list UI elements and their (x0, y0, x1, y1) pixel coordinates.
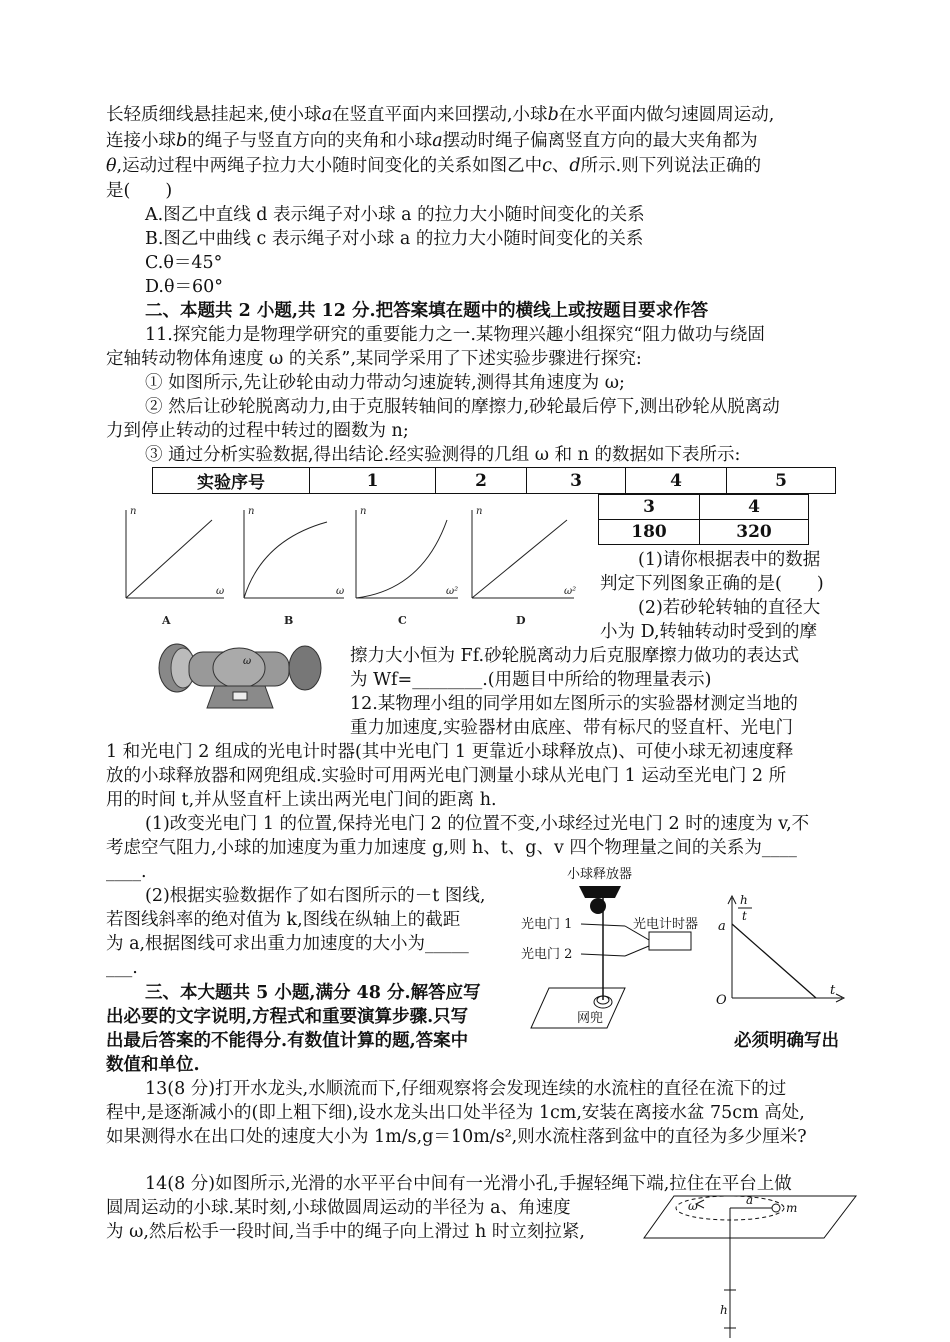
fig-timer-label: 光电计时器 (633, 917, 699, 932)
graph-b-curve (244, 522, 327, 598)
q11-part2-a: (2)若砂轮转轴的直径大 (638, 598, 821, 618)
q12-part2-c: 为 a,根据图线可求出重力加速度的大小为_____ (106, 934, 469, 954)
fig-release-label: 小球释放器 (567, 867, 633, 882)
q12-part2-a: (2)根据实验数据作了如右图所示的－t 图线, (145, 886, 486, 906)
section-3-line-4: 数值和单位. (106, 1055, 200, 1075)
q11-part2-b: 小为 D,转轴转动时受到的摩 (600, 622, 818, 642)
fig-omega-label: ω (688, 1199, 698, 1213)
table-cell: 3 (599, 495, 700, 520)
graph-a-intercept-label: a (718, 919, 726, 934)
fig-a-label: a (746, 1193, 754, 1207)
table-header-cell: 4 (626, 468, 727, 494)
table-header-cell: 3 (527, 468, 626, 494)
q10-option-d: D.θ＝60° (145, 277, 224, 297)
q11-step-2a: ② 然后让砂轮脱离动力,由于克服转轴间的摩擦力,砂轮最后停下,测出砂轮从脱离动 (145, 397, 780, 417)
q11-line-1: 11.探究能力是物理学研究的重要能力之一.某物理兴趣小组探究“阻力做功与绕固 (145, 325, 765, 345)
q13-line-3: 如果测得水在出口处的速度大小为 1m/s,g＝10m/s²,则水流柱落到盆中的直径为多少厘米? (106, 1127, 807, 1147)
q12-part2-d: ___. (106, 958, 138, 978)
graph-a-label: A (162, 614, 171, 627)
q12-apparatus-figure (515, 862, 715, 1042)
q14-platform-figure (640, 1188, 870, 1338)
table-cell: 4 (700, 495, 809, 520)
grinder-omega-label: ω (243, 656, 252, 667)
q12-line-2: 重力加速度,实验器材由底座、带有标尺的竖直杆、光电门 (350, 718, 794, 738)
table-header-cell: 5 (727, 468, 836, 494)
q14-line-2: 圆周运动的小球.某时刻,小球做圆周运动的半径为 a、角速度 (106, 1198, 571, 1218)
table-header-cell: 2 (436, 468, 527, 494)
table-cell: 180 (599, 520, 700, 545)
graph-t-denom-label: t (742, 909, 747, 923)
fig-m-label: m (786, 1201, 798, 1215)
q12-part1-a: (1)改变光电门 1 的位置,保持光电门 2 的位置不变,小球经过光电门 2 时的速度为 v,不 (145, 814, 810, 834)
grinder-illustration (155, 638, 335, 712)
section-3-line-2: 出必要的文字说明,方程式和重要演算步骤.只写 (106, 1007, 469, 1027)
section-2-title: 二、本题共 2 小题,共 12 分.把答案填在题中的横线上或按题目要求作答 (145, 301, 709, 321)
graph-h-label: h (740, 893, 748, 907)
graph-b-w-label: ω (336, 586, 345, 597)
graph-a-w-label: ω (216, 586, 225, 597)
q11-part1-a: (1)请你根据表中的数据 (638, 550, 821, 570)
q12-part2-b: 若图线斜率的绝对值为 k,图线在纵轴上的截距 (106, 910, 461, 930)
data-table-header (152, 467, 836, 494)
graph-c-curve (356, 520, 447, 598)
q12-part1-c: ____. (106, 862, 147, 882)
q11-part2-d: 为 Wf=________.(用题目中所给的物理量表示) (350, 670, 712, 690)
q11-part2-c: 擦力大小恒为 Ff.砂轮脱离动力后克服摩擦力做功的表达式 (350, 646, 800, 666)
graph-d-label: D (516, 614, 526, 627)
q10-option-c: C.θ＝45° (145, 253, 223, 273)
q12-line-1: 12.某物理小组的同学用如左图所示的实验器材测定当地的 (350, 694, 798, 714)
graph-a-n-label: n (130, 506, 137, 517)
q10-option-a: A.图乙中直线 d 表示绳子对小球 a 的拉力大小随时间变化的关系 (145, 205, 645, 225)
table-header-cell: 1 (310, 468, 436, 494)
q10-line-1: 长轻质细线悬挂起来,使小球a在竖直平面内来回摆动,小球b在水平面内做匀速圆周运动, (106, 105, 775, 125)
graph-b-label: B (284, 614, 294, 627)
q10-line-3: θ,运动过程中两绳子拉力大小随时间变化的关系如图乙中c、d所示.则下列说法正确的 (106, 156, 762, 176)
q12-line-4: 放的小球释放器和网兜组成.实验时可用两光电门测量小球从光电门 1 运动至光电门 2 所 (106, 766, 787, 786)
fig-net-label: 网兜 (577, 1011, 604, 1026)
graph-t-axis-label: t (830, 983, 836, 998)
q10-line-2: 连接小球b的绳子与竖直方向的夹角和小球a摆动时绳子偏离竖直方向的最大夹角都为 (106, 131, 758, 151)
q12-ht-graph (712, 890, 852, 1010)
q11-step-2b: 力到停止转动的过程中转过的圈数为 n; (106, 421, 409, 441)
section-3-line-3: 出最后答案的不能得分.有数值计算的题,答案中 (106, 1031, 469, 1051)
graph-origin-label: O (716, 993, 727, 1008)
graph-c-w2-label: ω² (446, 586, 459, 597)
q14-line-3: 为 ω,然后松手一段时间,当手中的绳子向上滑过 h 时立刻拉紧, (106, 1222, 585, 1242)
graph-c-label: C (398, 614, 407, 627)
fig-h-label: h (720, 1303, 728, 1317)
q11-graphs (112, 500, 602, 635)
fig-gate1-label: 光电门 1 (521, 917, 573, 932)
graph-c-n-label: n (360, 506, 367, 517)
q10-line-4: 是( ) (106, 181, 173, 201)
graph-b-n-label: n (248, 506, 255, 517)
q11-step-1: ① 如图所示,先让砂轮由动力带动匀速旋转,测得其角速度为 ω; (145, 373, 625, 393)
table-cell: 320 (700, 520, 809, 545)
table-header-cell: 实验序号 (153, 468, 310, 494)
graph-a-line (126, 520, 212, 598)
q11-part1-b: 判定下列图象正确的是( ) (600, 574, 824, 594)
section-3-line-1: 三、本大题共 5 小题,满分 48 分.解答应写 (145, 983, 481, 1003)
q14-line-1: 14(8 分)如图所示,光滑的水平平台中间有一光滑小孔,手握轻绳下端,拉住在平台上做 (145, 1174, 792, 1194)
q12-line-3: 1 和光电门 2 组成的光电计时器(其中光电门 1 更靠近小球释放点)、可使小球无初速度释 (106, 742, 794, 762)
q13-line-2: 程中,是逐渐减小的(即上粗下细),设水龙头出口处半径为 1cm,安装在离接水盆 75cm 高处, (106, 1103, 805, 1123)
graph-d-line (472, 520, 567, 598)
graph-d-n-label: n (476, 506, 483, 517)
section-3-line-3b: 必须明确写出 (734, 1031, 839, 1051)
data-table-values (598, 494, 809, 545)
q13-line-1: 13(8 分)打开水龙头,水顺流而下,仔细观察将会发现连续的水流柱的直径在流下的过 (145, 1079, 787, 1099)
ht-graph-line (732, 924, 816, 998)
q10-option-b: B.图乙中曲线 c 表示绳子对小球 a 的拉力大小随时间变化的关系 (145, 229, 644, 249)
graph-d-w2-label: ω² (564, 586, 577, 597)
q12-part1-b: 考虑空气阻力,小球的加速度为重力加速度 g,则 h、t、g、v 四个物理量之间的关系为____ (106, 838, 797, 858)
fig-gate2-label: 光电门 2 (521, 947, 573, 962)
q11-step-3: ③ 通过分析实验数据,得出结论.经实验测得的几组 ω 和 n 的数据如下表所示: (145, 445, 741, 465)
q11-line-2: 定轴转动物体角速度 ω 的关系”,某同学采用了下述实验步骤进行探究: (106, 349, 642, 369)
q12-line-5: 用的时间 t,并从竖直杆上读出两光电门间的距离 h. (106, 790, 497, 810)
